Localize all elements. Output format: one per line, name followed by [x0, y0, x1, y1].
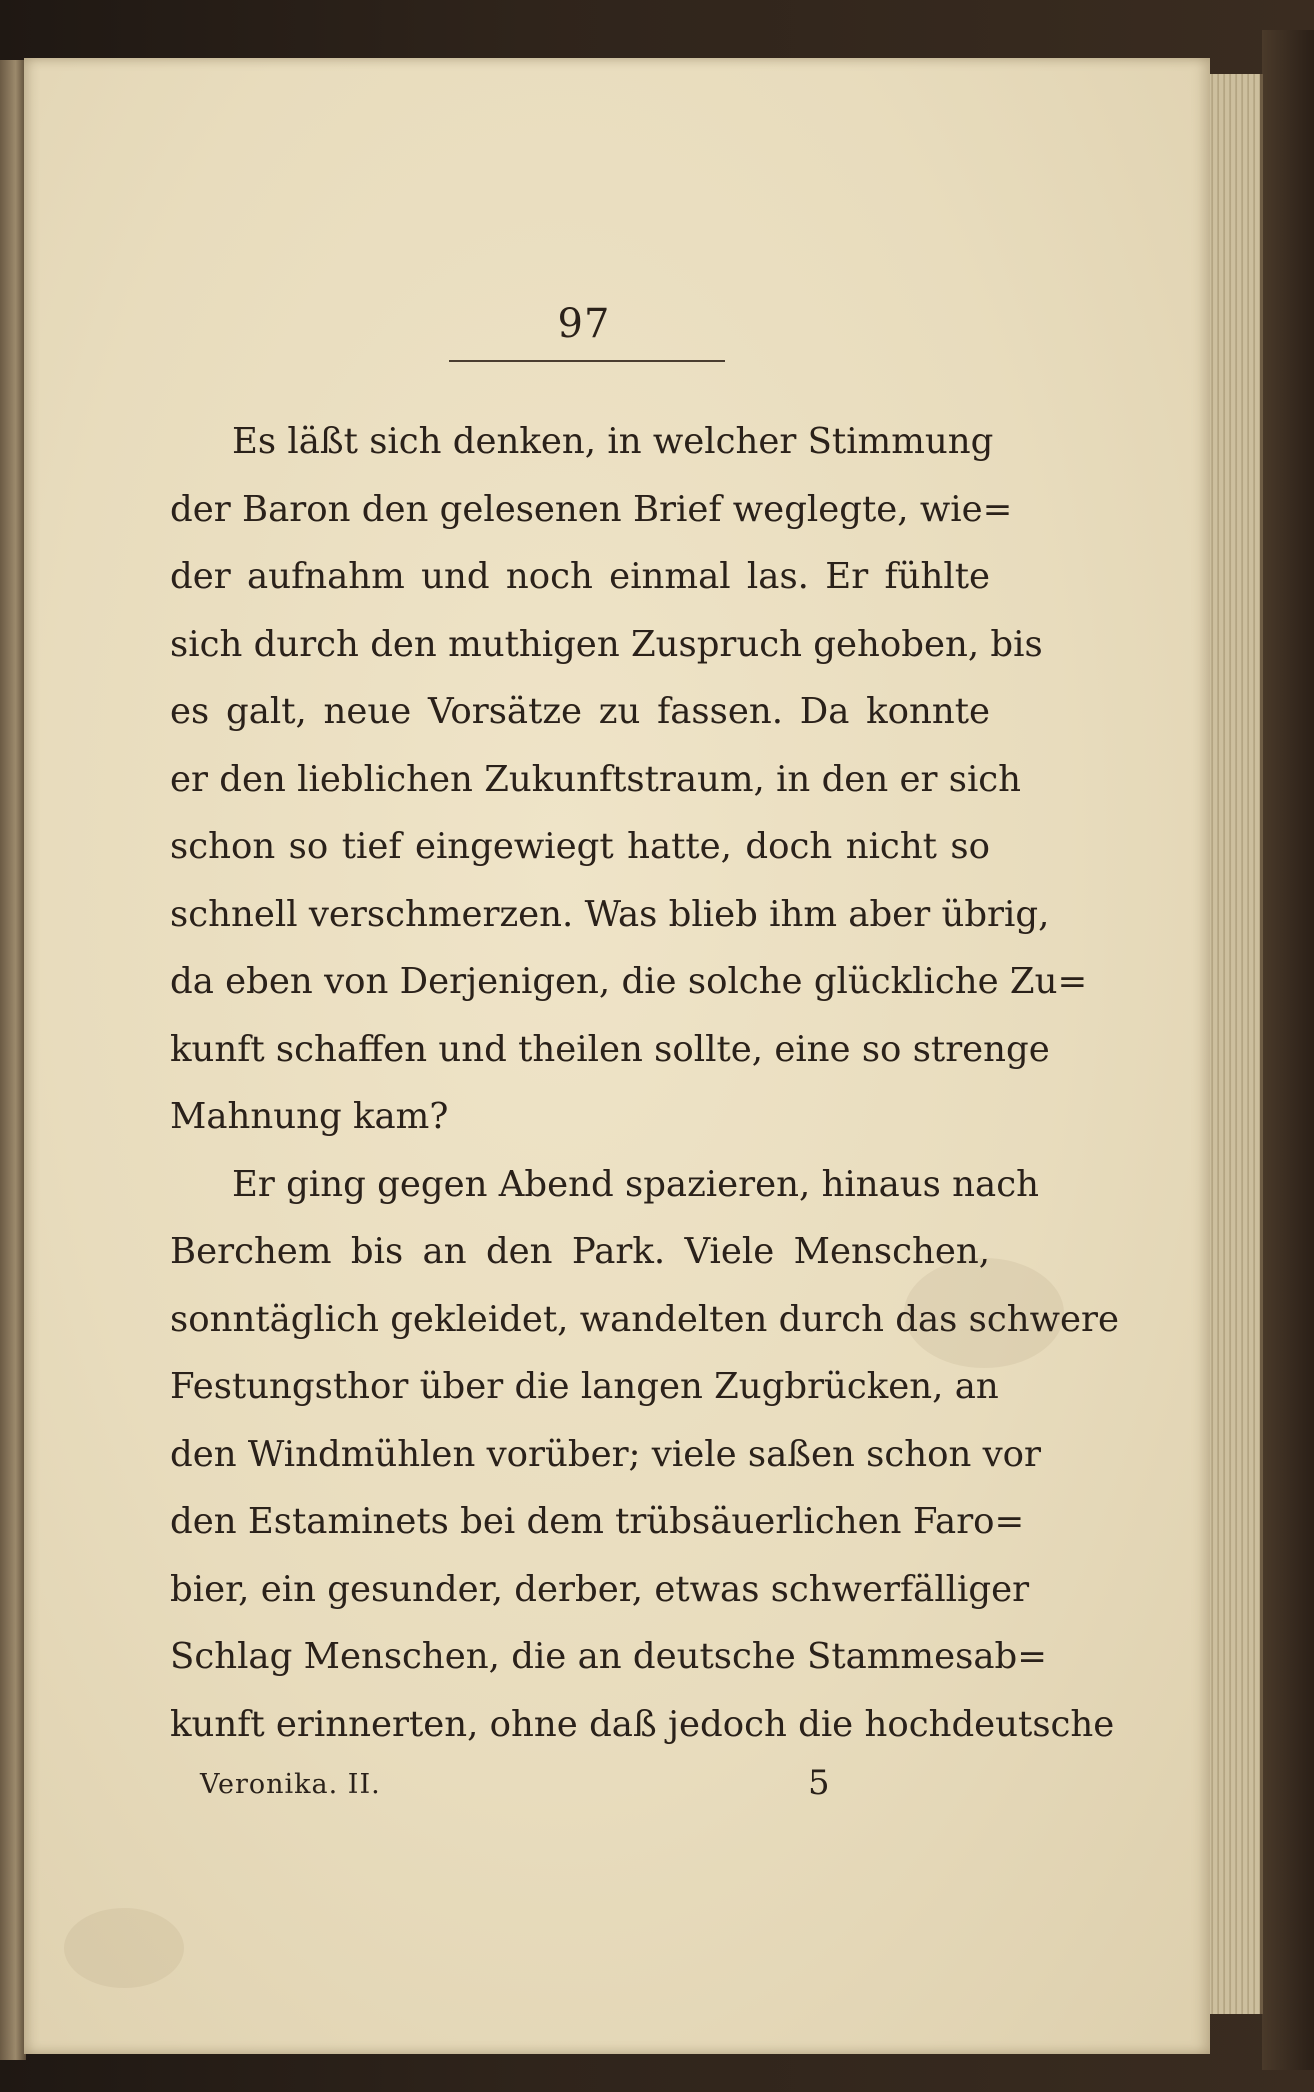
text-line: Festungsthor über die langen Zugbrücken, an: [170, 1366, 999, 1407]
paper-stain: [64, 1908, 184, 1988]
paragraph-1: [170, 408, 1088, 1151]
text-line: Mahnung kam?: [170, 1096, 449, 1137]
text-line: schon so tief eingewiegt hatte, doch nicht so: [170, 826, 990, 867]
text-line: Er ging gegen Abend spazieren, hinaus nach: [232, 1163, 1039, 1205]
text-line: es galt, neue Vorsätze zu fassen. Da konnte: [170, 691, 990, 732]
page-number: 97: [557, 301, 611, 347]
previous-page-edge: [0, 60, 26, 2060]
text-line: Berchem bis an den Park. Viele Menschen,: [170, 1231, 990, 1272]
text-line: kunft schaffen und theilen sollte, eine so strenge: [170, 1028, 1050, 1070]
text-line: der Baron den gelesenen Brief weglegte, wie=: [170, 488, 1013, 530]
header-rule: [449, 360, 725, 362]
page-footer: [200, 1763, 840, 1803]
text-line: den Windmühlen vorüber; viele saßen schon vor: [170, 1433, 1041, 1475]
text-line: sich durch den muthigen Zuspruch gehoben, bis: [170, 623, 1043, 665]
text-line: kunft erinnerten, ohne daß jedoch die hochdeutsche: [170, 1703, 1115, 1745]
paragraph-2: [170, 1151, 1119, 1759]
book-page: [24, 58, 1210, 2054]
signature-mark: Veronika. II.: [200, 1769, 381, 1800]
text-line: der aufnahm und noch einmal las. Er fühlte: [170, 556, 990, 597]
text-line: den Estaminets bei dem trübsäuerlichen Faro=: [170, 1501, 1025, 1542]
text-line: Schlag Menschen, die an deutsche Stammesab=: [170, 1636, 1047, 1677]
text-line: er den lieblichen Zukunftstraum, in den er sich: [170, 758, 1022, 800]
text-line: da eben von Derjenigen, die solche glückliche Zu=: [170, 961, 1088, 1002]
text-line: bier, ein gesunder, derber, etwas schwerfälliger: [170, 1568, 1030, 1610]
book-spine-right: [1262, 30, 1314, 2070]
text-line: schnell verschmerzen. Was blieb ihm aber übrig,: [170, 893, 1050, 935]
sheet-signature-number: 5: [808, 1763, 830, 1803]
body-text: [170, 408, 1119, 1758]
text-line: Es läßt sich denken, in welcher Stimmung: [232, 421, 994, 462]
text-line: sonntäglich gekleidet, wandelten durch das schwere: [170, 1298, 1119, 1340]
